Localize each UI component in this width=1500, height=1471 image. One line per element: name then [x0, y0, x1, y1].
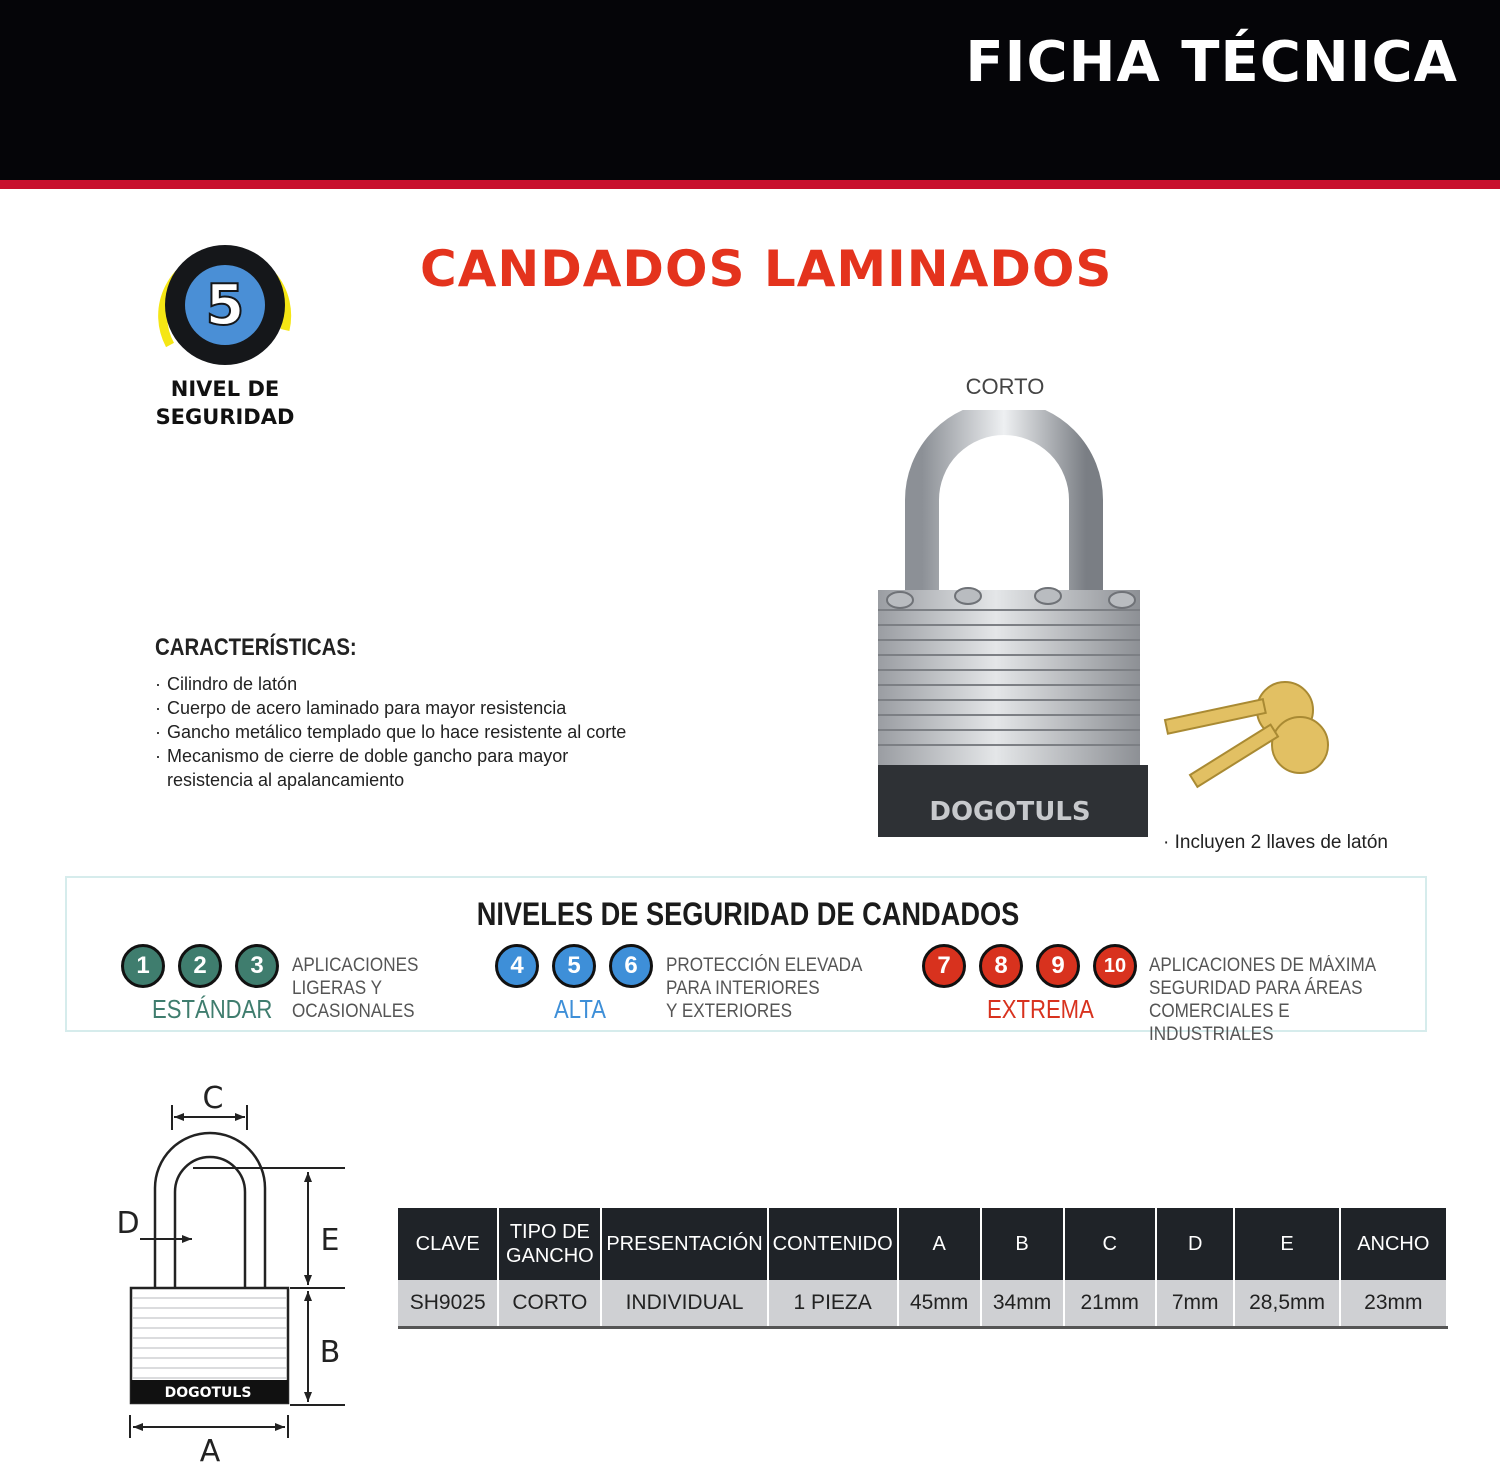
- level-group-label: ALTA: [554, 994, 606, 1024]
- level-circle: 7: [922, 944, 966, 988]
- level-desc-line: LIGERAS Y: [292, 978, 382, 999]
- spec-cell: INDIVIDUAL: [601, 1280, 767, 1328]
- security-badge-icon: [150, 235, 300, 375]
- spec-header-clave: CLAVE: [398, 1208, 498, 1280]
- header-stripe: [0, 180, 1500, 189]
- dimension-label-c: C: [202, 1081, 224, 1116]
- badge-caption: [150, 375, 300, 431]
- features-section: [155, 634, 635, 792]
- spec-header-d: D: [1156, 1208, 1235, 1280]
- level-group-label: ESTÁNDAR: [152, 994, 273, 1024]
- spec-cell: 34mm: [981, 1280, 1064, 1328]
- header-bar: [0, 0, 1500, 180]
- level-circle: 4: [495, 944, 539, 988]
- level-desc-line: PARA INTERIORES: [666, 978, 820, 999]
- spec-header-b: B: [981, 1208, 1064, 1280]
- spec-table: [398, 1208, 1448, 1329]
- spec-cell: 1 PIEZA: [768, 1280, 898, 1328]
- level-desc-line: PROTECCIÓN ELEVADA: [666, 955, 863, 976]
- spec-cell: 23mm: [1340, 1280, 1447, 1328]
- diagram-brand-text: DOGOTULS: [164, 1385, 252, 1401]
- level-group-label: EXTREMA: [987, 994, 1094, 1024]
- security-level-badge: [150, 235, 300, 435]
- dimension-label-e: E: [320, 1223, 340, 1258]
- spec-header-c: C: [1064, 1208, 1156, 1280]
- spec-cell: CORTO: [498, 1280, 601, 1328]
- keys-icon: [1160, 675, 1340, 815]
- level-desc-line: APLICACIONES: [292, 955, 419, 976]
- feature-item: · Cuerpo de acero laminado para mayor resistencia: [155, 696, 635, 720]
- level-circle: 3: [235, 944, 279, 988]
- spec-table-header-row: [398, 1208, 1447, 1280]
- badge-caption-line2: SEGURIDAD: [155, 405, 295, 429]
- spec-header-contenido: CONTENIDO: [768, 1208, 898, 1280]
- spec-header-presentacion: PRESENTACIÓN: [601, 1208, 767, 1280]
- security-levels-title: NIVELES DE SEGURIDAD DE CANDADOS: [476, 896, 1020, 932]
- level-desc-line: OCASIONALES: [292, 1001, 415, 1022]
- dimension-diagram: [100, 1080, 360, 1470]
- level-circle: 8: [979, 944, 1023, 988]
- dimension-label-d: D: [116, 1206, 140, 1241]
- level-group-description: [292, 954, 418, 1023]
- level-circle: 10: [1093, 944, 1137, 988]
- features-list: [155, 672, 635, 792]
- padlock-brand-text: DOGOTULS: [929, 797, 1091, 827]
- spec-cell: 45mm: [898, 1280, 981, 1328]
- feature-item: · Mecanismo de cierre de doble gancho para mayor resistencia al apalancamiento: [155, 744, 635, 792]
- spec-header-a: A: [898, 1208, 981, 1280]
- feature-item: · Cilindro de latón: [155, 672, 635, 696]
- badge-number: 5: [205, 273, 245, 338]
- security-levels-panel: [65, 876, 1427, 1045]
- level-desc-line: Y EXTERIORES: [666, 1001, 793, 1022]
- dimension-label-b: B: [319, 1335, 341, 1370]
- features-heading: CARACTERÍSTICAS:: [155, 634, 357, 661]
- spec-cell: SH9025: [398, 1280, 498, 1328]
- spec-cell: 21mm: [1064, 1280, 1156, 1328]
- padlock-image: [860, 410, 1160, 850]
- level-desc-line: SEGURIDAD PARA ÁREAS: [1149, 978, 1363, 999]
- level-circle: 2: [178, 944, 222, 988]
- level-circle: 1: [121, 944, 165, 988]
- dimension-label-a: A: [199, 1434, 221, 1469]
- spec-header-tipo-gancho: TIPO DE GANCHO: [498, 1208, 601, 1280]
- level-desc-line: COMERCIALES E INDUSTRIALES: [1149, 1001, 1290, 1045]
- level-circle: 5: [552, 944, 596, 988]
- shackle-type-label: CORTO: [965, 374, 1045, 399]
- badge-caption-line1: NIVEL DE: [170, 377, 280, 401]
- table-row: [398, 1280, 1447, 1328]
- spec-cell: 7mm: [1156, 1280, 1235, 1328]
- level-group-description: [1149, 954, 1397, 1046]
- page-title: FICHA TÉCNICA: [965, 30, 1458, 95]
- spec-cell: 28,5mm: [1234, 1280, 1339, 1328]
- feature-item: · Gancho metálico templado que lo hace resistente al corte: [155, 720, 635, 744]
- spec-header-e: E: [1234, 1208, 1339, 1280]
- level-circle: 9: [1036, 944, 1080, 988]
- level-group-description: [666, 954, 862, 1023]
- spec-header-ancho: ANCHO: [1340, 1208, 1447, 1280]
- keys-note: · Incluyen 2 llaves de latón: [1163, 832, 1388, 854]
- level-circle: 6: [609, 944, 653, 988]
- product-title: CANDADOS LAMINADOS: [420, 240, 1113, 298]
- level-desc-line: APLICACIONES DE MÁXIMA: [1149, 955, 1377, 976]
